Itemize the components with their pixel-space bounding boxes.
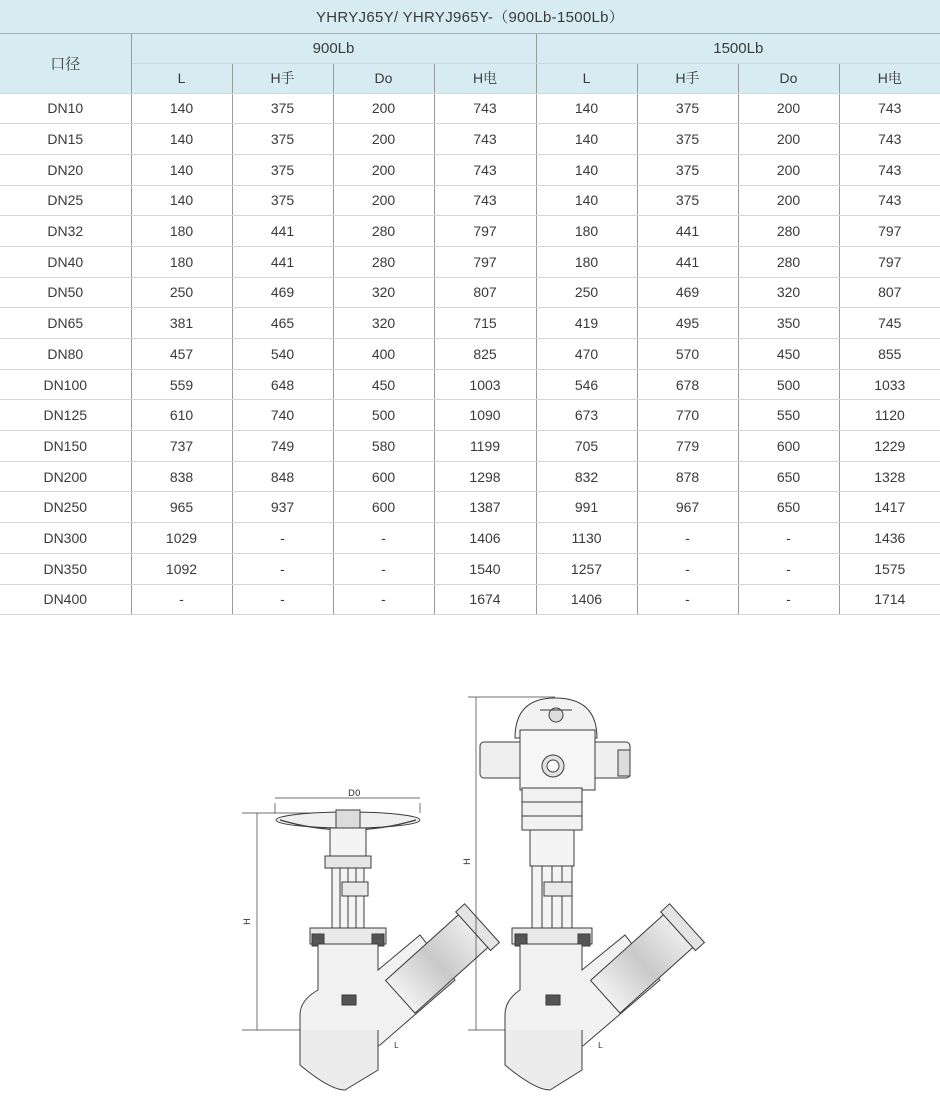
value-cell: 250 xyxy=(131,277,232,308)
electric-valve-figure xyxy=(463,697,704,1090)
value-cell: - xyxy=(333,523,434,554)
group-header-900lb: 900Lb xyxy=(131,33,536,63)
manual-valve-figure xyxy=(242,789,499,1090)
table-row xyxy=(0,93,940,124)
value-cell: 749 xyxy=(232,431,333,462)
value-cell: 600 xyxy=(333,492,434,523)
table-row xyxy=(0,154,940,185)
size-cell: DN32 xyxy=(0,216,131,247)
value-cell: 1257 xyxy=(536,553,637,584)
value-cell: 180 xyxy=(536,216,637,247)
value-cell: 678 xyxy=(637,369,738,400)
size-cell: DN20 xyxy=(0,154,131,185)
table-row xyxy=(0,553,940,584)
value-cell: 200 xyxy=(333,154,434,185)
table-title: YHRYJ65Y/ YHRYJ965Y-（900Lb-1500Lb） xyxy=(0,0,940,33)
value-cell: 1130 xyxy=(536,523,637,554)
value-cell: 250 xyxy=(536,277,637,308)
size-cell: DN200 xyxy=(0,461,131,492)
value-cell: 400 xyxy=(333,339,434,370)
value-cell: 200 xyxy=(333,185,434,216)
size-cell: DN50 xyxy=(0,277,131,308)
value-cell: 140 xyxy=(536,93,637,124)
value-cell: 500 xyxy=(333,400,434,431)
value-cell: 470 xyxy=(536,339,637,370)
table-row xyxy=(0,523,940,554)
value-cell: 280 xyxy=(333,216,434,247)
column-header: L xyxy=(131,63,232,93)
value-cell: 1229 xyxy=(839,431,940,462)
value-cell: 381 xyxy=(131,308,232,339)
size-cell: DN15 xyxy=(0,124,131,155)
value-cell: 838 xyxy=(131,461,232,492)
value-cell: 559 xyxy=(131,369,232,400)
table-row xyxy=(0,246,940,277)
column-header: Do xyxy=(738,63,839,93)
value-cell: 375 xyxy=(232,154,333,185)
value-cell: 450 xyxy=(333,369,434,400)
value-cell: 1575 xyxy=(839,553,940,584)
table-row xyxy=(0,492,940,523)
value-cell: - xyxy=(637,523,738,554)
table-body xyxy=(0,93,940,615)
value-cell: 140 xyxy=(131,154,232,185)
value-cell: 320 xyxy=(333,308,434,339)
value-cell: - xyxy=(637,553,738,584)
value-cell: - xyxy=(232,523,333,554)
value-cell: 807 xyxy=(434,277,536,308)
size-cell: DN80 xyxy=(0,339,131,370)
value-cell: 140 xyxy=(131,93,232,124)
value-cell: 580 xyxy=(333,431,434,462)
value-cell: 1406 xyxy=(434,523,536,554)
group-header-1500lb: 1500Lb xyxy=(536,33,940,63)
value-cell: 743 xyxy=(434,93,536,124)
value-cell: 745 xyxy=(839,308,940,339)
value-cell: - xyxy=(131,584,232,615)
value-cell: 375 xyxy=(232,185,333,216)
value-cell: 180 xyxy=(131,246,232,277)
value-cell: 441 xyxy=(232,246,333,277)
value-cell: 280 xyxy=(333,246,434,277)
column-header: L xyxy=(536,63,637,93)
size-cell: DN400 xyxy=(0,584,131,615)
value-cell: 450 xyxy=(738,339,839,370)
value-cell: 500 xyxy=(738,369,839,400)
value-cell: 848 xyxy=(232,461,333,492)
value-cell: 200 xyxy=(738,185,839,216)
dim-label-do: D0 xyxy=(348,789,361,799)
value-cell: 743 xyxy=(434,124,536,155)
value-cell: 550 xyxy=(738,400,839,431)
column-header: Do xyxy=(333,63,434,93)
size-cell: DN250 xyxy=(0,492,131,523)
value-cell: 1120 xyxy=(839,400,940,431)
size-cell: DN25 xyxy=(0,185,131,216)
table-row xyxy=(0,584,940,615)
table-row xyxy=(0,277,940,308)
table-row xyxy=(0,369,940,400)
value-cell: - xyxy=(637,584,738,615)
value-cell: - xyxy=(738,523,839,554)
value-cell: 1417 xyxy=(839,492,940,523)
dim-label-l-electric: L xyxy=(598,1041,603,1050)
value-cell: 375 xyxy=(232,93,333,124)
value-cell: 743 xyxy=(839,124,940,155)
value-cell: 441 xyxy=(232,216,333,247)
value-cell: 1033 xyxy=(839,369,940,400)
value-cell: 140 xyxy=(536,154,637,185)
value-cell: 570 xyxy=(637,339,738,370)
size-cell: DN350 xyxy=(0,553,131,584)
valve-drawing xyxy=(0,670,940,1098)
value-cell: 180 xyxy=(131,216,232,247)
size-cell: DN10 xyxy=(0,93,131,124)
value-cell: 1406 xyxy=(536,584,637,615)
size-cell: DN40 xyxy=(0,246,131,277)
value-cell: 375 xyxy=(637,154,738,185)
value-cell: 1540 xyxy=(434,553,536,584)
value-cell: 540 xyxy=(232,339,333,370)
value-cell: 650 xyxy=(738,461,839,492)
value-cell: - xyxy=(232,553,333,584)
value-cell: 600 xyxy=(738,431,839,462)
value-cell: 610 xyxy=(131,400,232,431)
value-cell: 375 xyxy=(637,185,738,216)
value-cell: 1387 xyxy=(434,492,536,523)
value-cell: 1029 xyxy=(131,523,232,554)
table-row xyxy=(0,185,940,216)
value-cell: 546 xyxy=(536,369,637,400)
value-cell: 200 xyxy=(333,93,434,124)
value-cell: - xyxy=(738,584,839,615)
size-cell: DN300 xyxy=(0,523,131,554)
value-cell: 375 xyxy=(637,124,738,155)
value-cell: 1092 xyxy=(131,553,232,584)
value-cell: 469 xyxy=(637,277,738,308)
value-cell: 200 xyxy=(738,93,839,124)
value-cell: 1328 xyxy=(839,461,940,492)
value-cell: 320 xyxy=(333,277,434,308)
table-row xyxy=(0,339,940,370)
value-cell: 673 xyxy=(536,400,637,431)
value-cell: 180 xyxy=(536,246,637,277)
value-cell: 715 xyxy=(434,308,536,339)
value-cell: 495 xyxy=(637,308,738,339)
column-header: H电 xyxy=(434,63,536,93)
value-cell: 200 xyxy=(738,154,839,185)
value-cell: - xyxy=(333,584,434,615)
value-cell: 770 xyxy=(637,400,738,431)
value-cell: 743 xyxy=(839,93,940,124)
table-row xyxy=(0,124,940,155)
value-cell: 878 xyxy=(637,461,738,492)
column-header: H电 xyxy=(839,63,940,93)
value-cell: 1090 xyxy=(434,400,536,431)
value-cell: 280 xyxy=(738,216,839,247)
value-cell: 140 xyxy=(536,124,637,155)
value-cell: 457 xyxy=(131,339,232,370)
value-cell: 600 xyxy=(333,461,434,492)
value-cell: 140 xyxy=(536,185,637,216)
value-cell: 705 xyxy=(536,431,637,462)
value-cell: 375 xyxy=(637,93,738,124)
value-cell: 648 xyxy=(232,369,333,400)
value-cell: 200 xyxy=(333,124,434,155)
value-cell: - xyxy=(333,553,434,584)
value-cell: 832 xyxy=(536,461,637,492)
value-cell: 797 xyxy=(839,246,940,277)
size-header: 口径 xyxy=(0,33,131,93)
size-cell: DN125 xyxy=(0,400,131,431)
value-cell: 937 xyxy=(232,492,333,523)
value-cell: 280 xyxy=(738,246,839,277)
value-cell: 991 xyxy=(536,492,637,523)
value-cell: 737 xyxy=(131,431,232,462)
table-row xyxy=(0,308,940,339)
value-cell: 807 xyxy=(839,277,940,308)
value-cell: 1003 xyxy=(434,369,536,400)
value-cell: - xyxy=(232,584,333,615)
value-cell: 743 xyxy=(839,185,940,216)
value-cell: 465 xyxy=(232,308,333,339)
value-cell: - xyxy=(738,553,839,584)
value-cell: 1298 xyxy=(434,461,536,492)
value-cell: 797 xyxy=(839,216,940,247)
value-cell: 320 xyxy=(738,277,839,308)
value-cell: 965 xyxy=(131,492,232,523)
value-cell: 855 xyxy=(839,339,940,370)
table-row xyxy=(0,216,940,247)
dim-label-h: H xyxy=(243,918,253,925)
value-cell: 419 xyxy=(536,308,637,339)
value-cell: 1674 xyxy=(434,584,536,615)
column-header: H手 xyxy=(637,63,738,93)
value-cell: 441 xyxy=(637,246,738,277)
size-cell: DN150 xyxy=(0,431,131,462)
dim-label-l: L xyxy=(394,1041,399,1050)
value-cell: 441 xyxy=(637,216,738,247)
size-cell: DN100 xyxy=(0,369,131,400)
value-cell: 825 xyxy=(434,339,536,370)
size-cell: DN65 xyxy=(0,308,131,339)
value-cell: 140 xyxy=(131,185,232,216)
value-cell: 743 xyxy=(434,154,536,185)
value-cell: 740 xyxy=(232,400,333,431)
value-cell: 779 xyxy=(637,431,738,462)
value-cell: 350 xyxy=(738,308,839,339)
value-cell: 797 xyxy=(434,216,536,247)
table-row xyxy=(0,400,940,431)
value-cell: 967 xyxy=(637,492,738,523)
value-cell: 1714 xyxy=(839,584,940,615)
value-cell: 1436 xyxy=(839,523,940,554)
value-cell: 743 xyxy=(839,154,940,185)
column-header: H手 xyxy=(232,63,333,93)
table-row xyxy=(0,431,940,462)
value-cell: 375 xyxy=(232,124,333,155)
value-cell: 1199 xyxy=(434,431,536,462)
value-cell: 200 xyxy=(738,124,839,155)
value-cell: 140 xyxy=(131,124,232,155)
value-cell: 650 xyxy=(738,492,839,523)
value-cell: 469 xyxy=(232,277,333,308)
value-cell: 743 xyxy=(434,185,536,216)
dim-label-h-electric: H xyxy=(463,858,473,865)
table-row xyxy=(0,461,940,492)
value-cell: 797 xyxy=(434,246,536,277)
